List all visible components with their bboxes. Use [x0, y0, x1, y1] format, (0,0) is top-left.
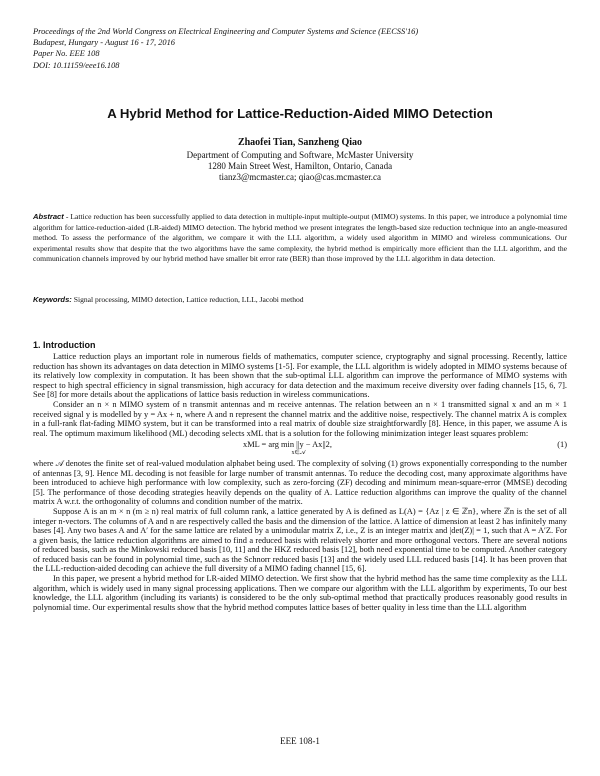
- abstract-label: Abstract: [33, 212, 64, 221]
- doi: DOI: 10.11159/eee16.108: [33, 60, 120, 70]
- paragraph: Consider an n × n MIMO system of n transmit antennas and m receive antennas. The relation between an n × 1 transmitted signal x and an m × 1 received signal y is modelled by y = Ax + n, where A and n represent the channel matrix and the additive noise, respectively. The channel matrix A is complex in a full-rank flat-fading MIMO system, but it can be transformed into a real matrix of double size straightforwardly [8]. Hence, in this paper, we assume A is real. The optimum maximum likelihood (ML) decoding selects xML that is a solution for the following minimization integer least squares problem:: [33, 399, 567, 438]
- abstract: [33, 212, 567, 265]
- keywords-text: Signal processing, MIMO detection, Lattice reduction, LLL, Jacobi method: [73, 295, 304, 304]
- paragraph: where 𝒜 denotes the finite set of real-valued modulation alphabet being used. The complexity of solving (1) grows exponentially corresponding to the number of antennas [3, 9]. Hence ML decoding is not feasible for large number of transmit antennas. To reduce the decoding cost, many approximate algorithms have been introduced to achieve high performance with low complexity, such as zero-forcing (ZF) decoding and minimum mean-square-error (MMSE) decoding [5]. The performance of those decoding strategies heavily depends on the quality of A. Lattice reduction algorithms can improve the quality of the channel matrix A w.r.t. the orthogonality of columns and condition number of the matrix.: [33, 458, 567, 507]
- equation-1: [33, 438, 567, 459]
- keywords: [33, 295, 567, 304]
- paper-number: Paper No. EEE 108: [33, 49, 100, 59]
- section-heading: 1. Introduction: [33, 340, 96, 350]
- proceedings-title: Proceedings of the 2nd World Congress on Electrical Engineering and Computer Systems and Science (EECSS'16): [33, 27, 419, 36]
- author-emails: tianz3@mcmaster.ca; qiao@cas.mcmaster.ca: [218, 172, 381, 182]
- abstract-text: - Lattice reduction has been successfully applied to data detection in multiple-input multiple-output (MIMO) systems. In this paper, we introduce a polynomial time algorithm for lattice-reduction-aided (LR-aided) MIMO detection. The hybrid method we present integrates the length-based size reduction technique into an angle-measured method. To assess the performance of the algorithm, we compare it with the LLL algorithm, a widely used algorithm in MIMO and wireless communications. Our experimental results show that despite that the two algorithms have the same complexity, the hybrid method is empirically more efficient than the LLL algorithm, and the communication channels improved by our hybrid method have smaller bit error rate (BER) than those improved by the LLL algorithm in data detection.: [33, 212, 567, 264]
- keywords-label: Keywords:: [33, 295, 72, 304]
- equation-main: xML = arg min ||y − Ax||2,: [243, 440, 332, 450]
- page-number: EEE 108-1: [280, 736, 320, 746]
- authors: Zhaofei Tian, Sanzheng Qiao: [237, 137, 363, 148]
- paragraph: Lattice reduction plays an important role in numerous fields of mathematics, computer science, cryptography and signal processing. Recently, lattice reduction has shown its advantages on data detection in MIMO systems [1-5]. For example, the LLL algorithm is widely adopted in MIMO systems because of its relatively low complexity in computation. It has been shown that the sub-optimal LLL algorithm can improve the performance of MIMO systems with respect to high spectral efficiency in signal transmission, high accuracy for data detection and the maximum receive diversity over fading channels [15, 6, 7]. See [8] for more details about the applications of lattice basis reduction in wireless communications.: [33, 352, 567, 400]
- paragraph: Suppose A is an m × n (m ≥ n) real matrix of full column rank, a lattice generated by A is defined as L(A) = {Az | z ∈ ℤn}, where ℤn is the set of all integer n-vectors. The columns of A and n are respectively called the basis and the dimension of the lattice. A lattice of dimension at least 2 has infinitely many bases [4]. Any two bases A and A′ for the same lattice are related by a unimodular matrix Z, i.e., Z is an integer matrix and |det(Z)| = 1, such that A = A′Z. For a given basis, the lattice reduction algorithms are aimed to find a reduced basis with relatively shorter and more orthogonal vectors. There are several notions of reduced basis, such as the Minkowski reduced basis [10, 11] and the HKZ reduced basis [12], both need exponential time to be computed. Another category of reduced basis can be found in polynomial time, such as the Schnorr reduced basis [13] and the widely used LLL reduced basis [14]. It has been proven that the LLL-reduction-aided decoding can achieve the full diversity of a MIMO fading channel [15, 6].: [33, 506, 567, 574]
- conference-location-date: Budapest, Hungary - August 16 - 17, 2016: [33, 38, 175, 48]
- section-body: [33, 352, 567, 612]
- equation-number: (1): [557, 440, 567, 450]
- affiliation: [0, 150, 600, 183]
- equation-expression: [243, 440, 332, 456]
- paper-title: A Hybrid Method for Lattice-Reduction-Aided MIMO Detection: [107, 106, 493, 121]
- affiliation-department: Department of Computing and Software, McMaster University: [186, 150, 414, 160]
- equation-subscript: x∈𝒜: [291, 449, 306, 456]
- paragraph: In this paper, we present a hybrid method for LR-aided MIMO detection. We first show that the hybrid method has the same time complexity as the LLL algorithm, which is widely used in many signal processing applications. Then we compare our algorithm with the LLL algorithm by experiments, To our best knowledge, the LLL algorithm (including its variants) is considered to be the only sub-optimal method that practically produces reasonably good results in polynomial time. Our experimental results show that the hybrid method computes lattice bases of better quality in less time than the LLL algorithm: [33, 574, 567, 612]
- affiliation-address: 1280 Main Street West, Hamilton, Ontario, Canada: [207, 161, 393, 171]
- proceedings-header: [33, 26, 418, 71]
